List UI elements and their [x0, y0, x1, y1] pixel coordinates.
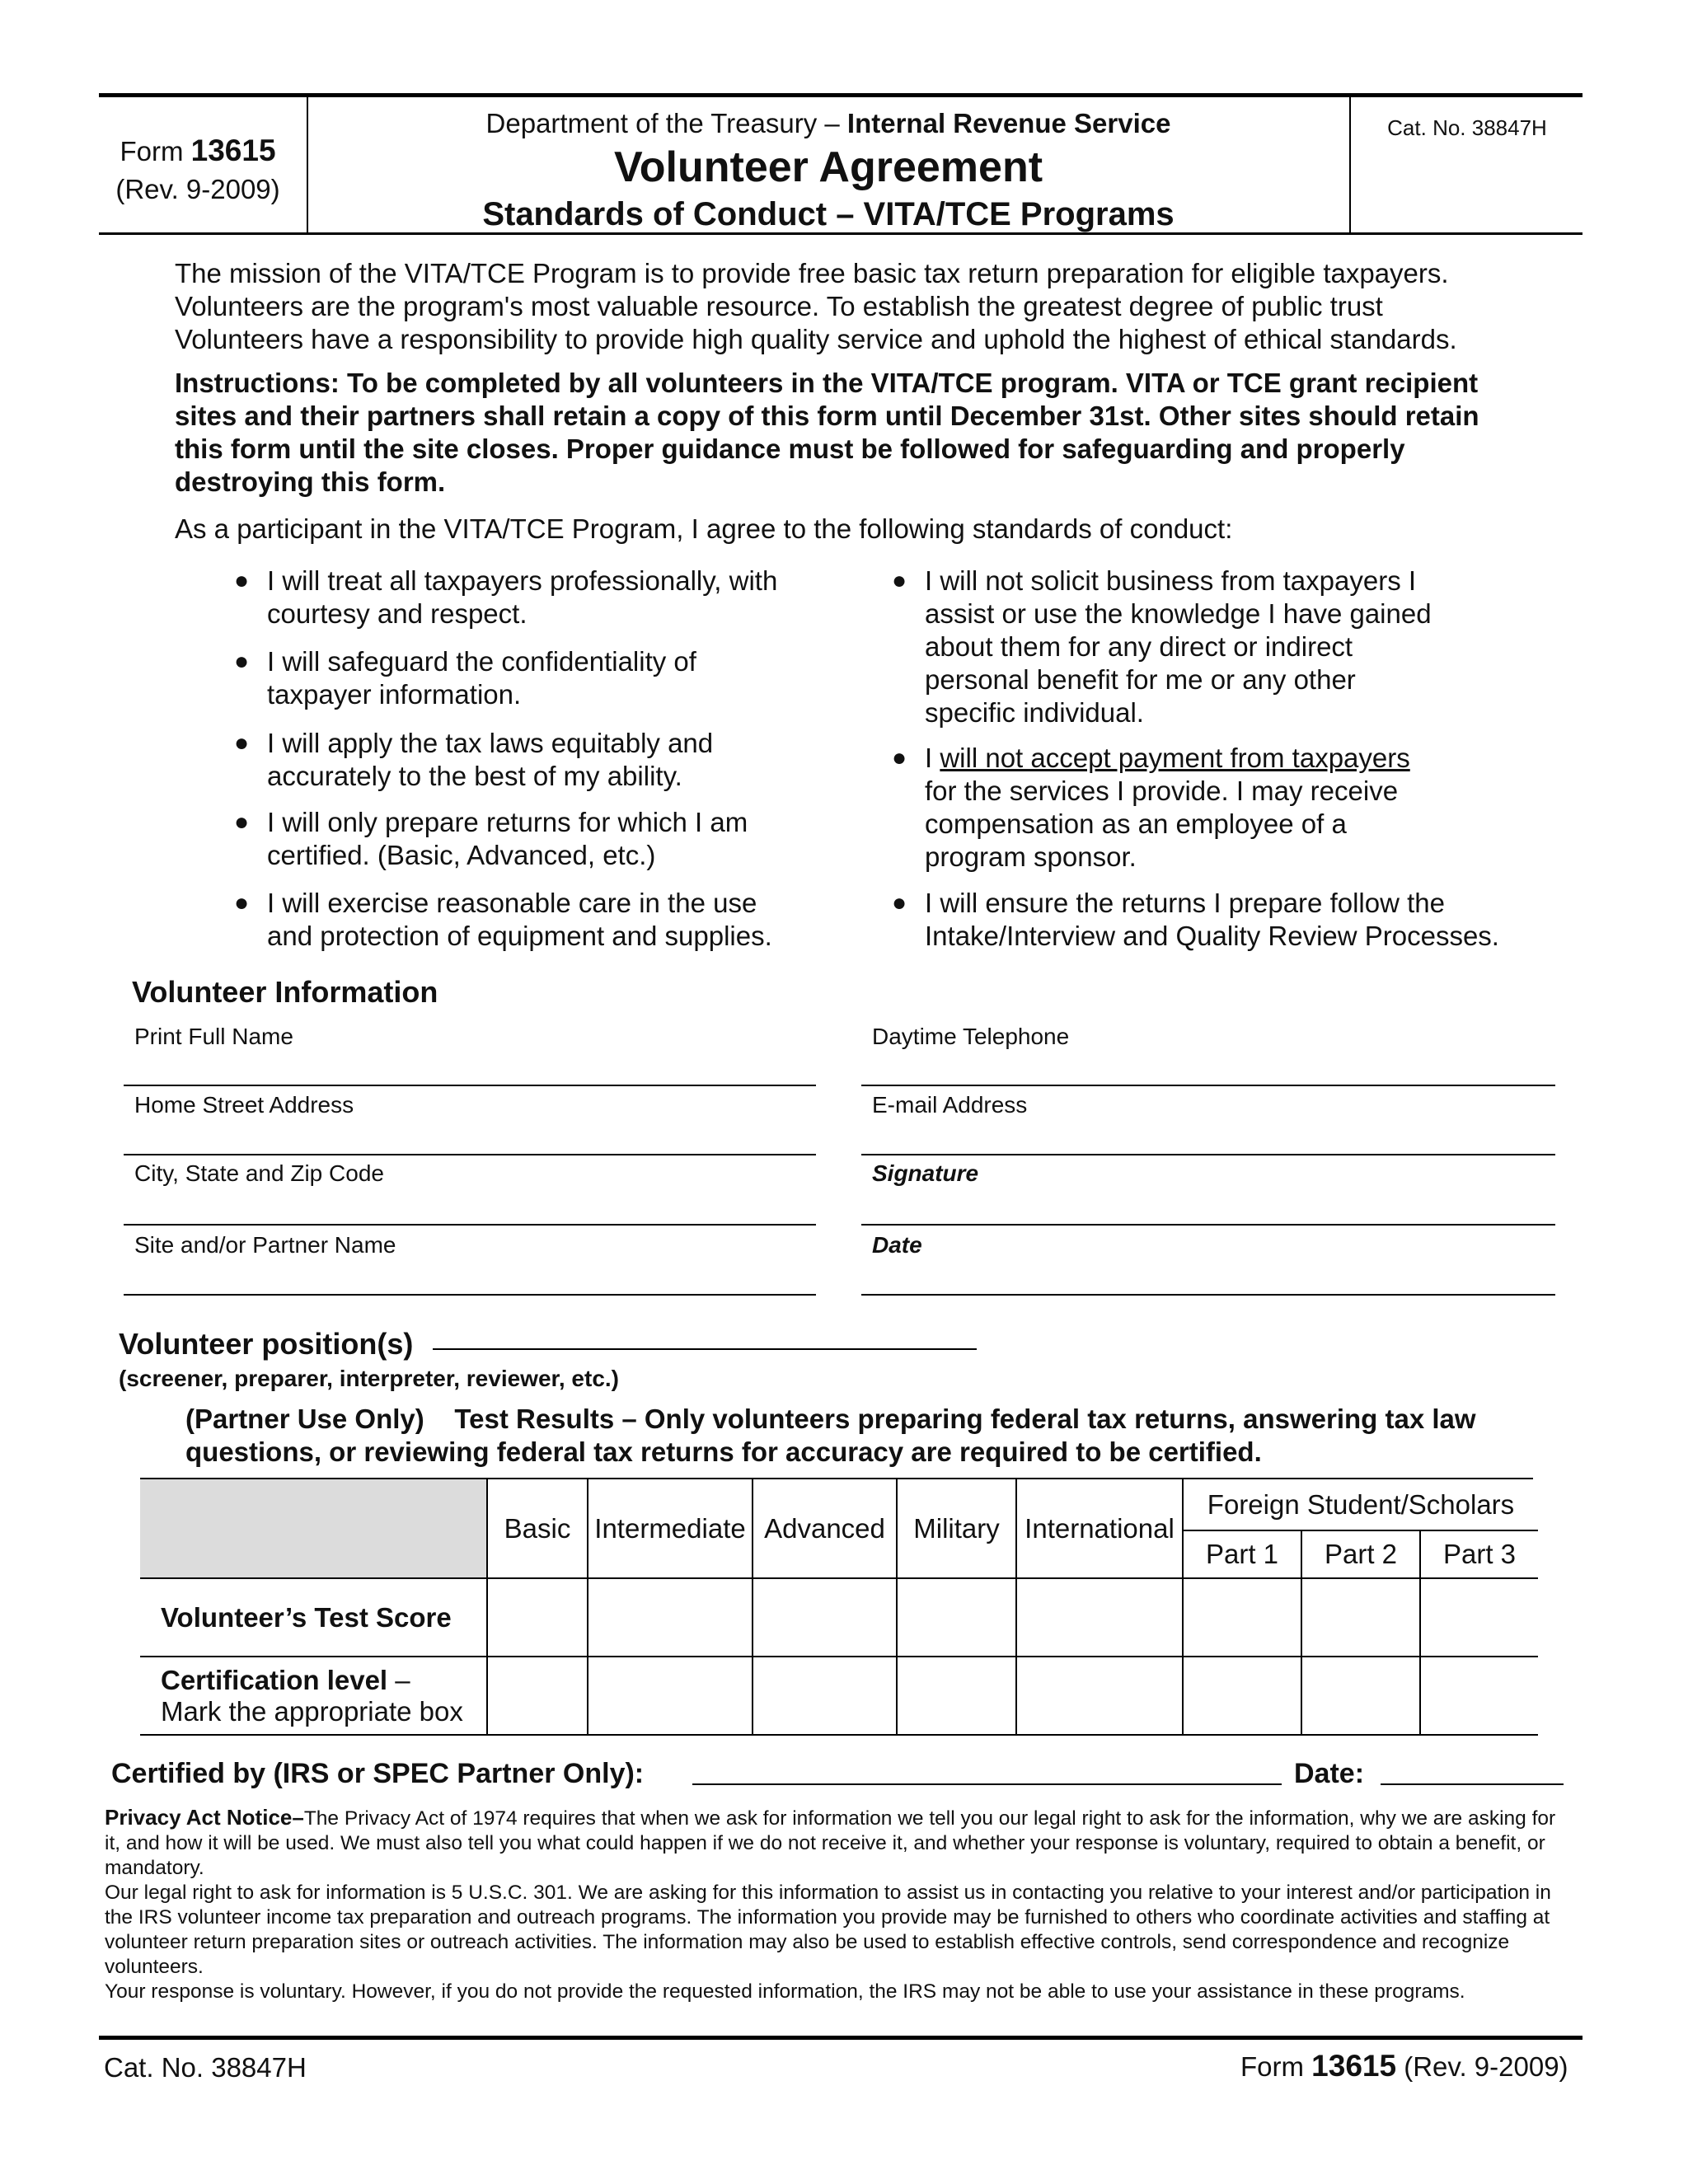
form-subtitle: Standards of Conduct – VITA/TCE Programs: [482, 196, 1175, 232]
bullet-icon: ●: [892, 744, 907, 771]
certification-label-line2: Mark the appropriate box: [161, 1695, 463, 1727]
header-divider-left: [307, 96, 308, 233]
daytime-telephone-field[interactable]: [861, 1085, 1555, 1086]
certification-label-dash: –: [387, 1664, 410, 1695]
cert-box-advanced[interactable]: [753, 1657, 897, 1735]
partner-use-line: (Partner Use Only) Test Results – Only volunteers preparing federal tax returns, answering tax law: [185, 1404, 1476, 1434]
form-number-block: [99, 132, 297, 209]
instructions-line: sites and their partners shall retain a copy of this form until December 31st. Other sites should retain: [175, 401, 1479, 431]
score-cell-part-3[interactable]: [1420, 1578, 1538, 1657]
form-title: Volunteer Agreement: [613, 143, 1043, 191]
row-label-certification: [140, 1657, 487, 1735]
score-cell-intermediate[interactable]: [588, 1578, 753, 1657]
date-label: Date: [872, 1232, 922, 1258]
col-header-part-1: Part 1: [1183, 1530, 1301, 1578]
col-header-intermediate: Intermediate: [588, 1479, 753, 1578]
table-corner-cell: [140, 1479, 487, 1578]
bullet-icon: ●: [234, 808, 250, 836]
bullet-icon: ●: [892, 889, 907, 916]
col-header-basic: Basic: [487, 1479, 588, 1578]
row-label-test-score: [140, 1578, 487, 1657]
mission-paragraph: [175, 257, 1592, 356]
privacy-paragraph-3: Your response is voluntary. However, if you do not provide the requested information, the IRS may not be able to use your assistance in these programs.: [105, 1980, 1465, 2003]
certified-by-field[interactable]: [692, 1783, 1282, 1785]
standard-item: [234, 565, 778, 630]
privacy-paragraph-1: The Privacy Act of 1974 requires that when we ask for information we tell you our legal right to ask for the information, why we are asking for it, and how it will be used. We must also tell you what could happen if we do not receive it, and whether your response is voluntary, required to obtain a benefit, or mandatory.: [105, 1807, 1556, 1879]
standard-line: assist or use the knowledge I have gained: [925, 598, 1432, 629]
mission-line: Volunteers are the program's most valuable resource. To establish the greatest degree of public trust: [175, 291, 1383, 321]
standard-line: specific individual.: [925, 697, 1144, 728]
certified-date-field[interactable]: [1381, 1783, 1564, 1785]
bullet-icon: ●: [234, 648, 250, 675]
instructions-line: Instructions: To be completed by all volunteers in the VITA/TCE program. VITA or TCE grant recipient: [175, 368, 1479, 398]
standard-line: I will apply the tax laws equitably and: [267, 728, 714, 758]
standard-item: [234, 727, 714, 793]
volunteer-position-field[interactable]: [433, 1348, 977, 1350]
standard-item: [892, 887, 1499, 953]
col-header-military: Military: [897, 1479, 1016, 1578]
footer-form-number: 13615: [1311, 2049, 1397, 2083]
form-label: Form: [120, 136, 184, 166]
department-bold: Internal Revenue Service: [846, 108, 1171, 138]
col-header-international: International: [1016, 1479, 1183, 1578]
signature-field[interactable]: [861, 1224, 1555, 1226]
instructions-line: destroying this form.: [175, 466, 446, 497]
header-divider-right: [1349, 96, 1351, 233]
standard-line: and protection of equipment and supplies.: [267, 921, 772, 951]
partner-use-line: questions, or reviewing federal tax returns for accuracy are required to be certified.: [185, 1436, 1262, 1467]
footer-form-label: Form: [1240, 2051, 1304, 2082]
full-name-field[interactable]: [124, 1085, 816, 1086]
date-field[interactable]: [861, 1294, 1555, 1296]
score-cell-international[interactable]: [1016, 1578, 1183, 1657]
standard-line: courtesy and respect.: [267, 598, 528, 629]
standard-line: program sponsor.: [925, 841, 1137, 872]
department-prefix: Department of the Treasury –: [485, 108, 840, 138]
volunteer-position-label: Volunteer position(s): [119, 1327, 414, 1361]
certification-label-bold: Certification level: [161, 1664, 388, 1695]
privacy-paragraph-2: Our legal right to ask for information is 5 U.S.C. 301. We are asking for this information to assist us in contacting you relative to your interest and/or participation in the IRS volunteer income tax preparation and outreach programs. The information you provide may be furnished to others who coordinate activities and staffing at volunteer return preparation sites or outreach activities. The information may also be used to establish effective controls, send correspondence and recognize volunteers.: [105, 1882, 1551, 1978]
site-partner-name-field[interactable]: [124, 1294, 816, 1296]
standard-text: I: [925, 743, 940, 773]
form-number: 13615: [190, 134, 276, 167]
header-top-rule: [99, 93, 1582, 97]
agree-intro: As a participant in the VITA/TCE Program, I agree to the following standards of conduct:: [175, 513, 1233, 544]
bullet-icon: ●: [234, 889, 250, 916]
cert-box-part-3[interactable]: [1420, 1657, 1538, 1735]
cert-box-part-1[interactable]: [1183, 1657, 1301, 1735]
standard-line: about them for any direct or indirect: [925, 631, 1353, 662]
standard-line: I will not solicit business from taxpayers I: [925, 565, 1417, 596]
standard-item: [892, 565, 1432, 729]
standard-underlined-text: will not accept payment from taxpayers: [940, 743, 1410, 773]
bullet-icon: ●: [892, 567, 907, 594]
mission-line: Volunteers have a responsibility to provide high quality service and uphold the highest of ethical standards.: [175, 324, 1457, 354]
standard-line: personal benefit for me or any other: [925, 664, 1356, 695]
standard-line: taxpayer information.: [267, 679, 522, 710]
score-cell-part-1[interactable]: [1183, 1578, 1301, 1657]
col-header-part-2: Part 2: [1301, 1530, 1420, 1578]
row-label-text: Volunteer’s Test Score: [161, 1601, 452, 1633]
signature-label: Signature: [872, 1160, 979, 1186]
col-header-part-3: Part 3: [1420, 1530, 1538, 1578]
volunteer-info-heading: Volunteer Information: [132, 975, 438, 1009]
cert-box-intermediate[interactable]: [588, 1657, 753, 1735]
full-name-label: Print Full Name: [134, 1024, 293, 1049]
footer-catalog-number: Cat. No. 38847H: [104, 2052, 307, 2083]
city-state-zip-label: City, State and Zip Code: [134, 1160, 384, 1186]
score-cell-advanced[interactable]: [753, 1578, 897, 1657]
street-address-label: Home Street Address: [134, 1092, 354, 1118]
standard-line: accurately to the best of my ability.: [267, 761, 682, 791]
form-title-block: [313, 105, 1343, 236]
standard-line: I will exercise reasonable care in the use: [267, 888, 757, 918]
score-cell-part-2[interactable]: [1301, 1578, 1420, 1657]
form-revision: (Rev. 9-2009): [115, 174, 280, 204]
certified-date-label: Date:: [1294, 1758, 1365, 1789]
standard-item: [234, 806, 748, 872]
bullet-icon: ●: [234, 567, 250, 594]
footer-revision: (Rev. 9-2009): [1404, 2051, 1568, 2082]
standard-line: Intake/Interview and Quality Review Processes.: [925, 921, 1499, 951]
standard-item: [892, 742, 1410, 874]
standard-line: I will only prepare returns for which I am: [267, 807, 748, 837]
catalog-number-top: Cat. No. 38847H: [1387, 115, 1547, 140]
standard-line: I will treat all taxpayers professionally, with: [267, 565, 778, 596]
street-address-field[interactable]: [124, 1154, 816, 1155]
site-partner-name-label: Site and/or Partner Name: [134, 1232, 396, 1258]
standard-line: for the services I provide. I may receive: [925, 776, 1399, 806]
volunteer-position-hint: (screener, preparer, interpreter, reviewer, etc.): [119, 1366, 620, 1391]
certified-by-label: Certified by (IRS or SPEC Partner Only):: [111, 1758, 645, 1789]
standard-line: compensation as an employee of a: [925, 808, 1347, 839]
standard-line: I will safeguard the confidentiality of: [267, 646, 696, 677]
email-address-field[interactable]: [861, 1154, 1555, 1155]
bullet-icon: ●: [234, 729, 250, 757]
instructions-line: this form until the site closes. Proper guidance must be followed for safeguarding and properly: [175, 434, 1405, 464]
score-cell-military[interactable]: [897, 1578, 1016, 1657]
cert-box-basic[interactable]: [487, 1657, 588, 1735]
footer-rule: [99, 2036, 1582, 2040]
score-cell-basic[interactable]: [487, 1578, 588, 1657]
standard-line: I will ensure the returns I prepare follow the: [925, 888, 1445, 918]
standard-item: [234, 645, 696, 711]
test-results-table: [140, 1479, 1538, 1736]
privacy-heading: Privacy Act Notice–: [105, 1805, 304, 1830]
instructions-paragraph: [175, 367, 1592, 499]
col-header-foreign-student: Foreign Student/Scholars: [1183, 1479, 1538, 1530]
mission-line: The mission of the VITA/TCE Program is to provide free basic tax return preparation for eligible taxpayers.: [175, 258, 1449, 288]
privacy-act-notice: [105, 1805, 1564, 2004]
cert-box-international[interactable]: [1016, 1657, 1183, 1735]
city-state-zip-field[interactable]: [124, 1224, 816, 1226]
standard-line: certified. (Basic, Advanced, etc.): [267, 840, 656, 870]
standard-item: [234, 887, 772, 953]
col-header-advanced: Advanced: [753, 1479, 897, 1578]
footer-form-id: [1240, 2049, 1568, 2083]
daytime-telephone-label: Daytime Telephone: [872, 1024, 1070, 1049]
email-address-label: E-mail Address: [872, 1092, 1028, 1118]
cert-box-military[interactable]: [897, 1657, 1016, 1735]
partner-use-note: [185, 1403, 1587, 1469]
cert-box-part-2[interactable]: [1301, 1657, 1420, 1735]
